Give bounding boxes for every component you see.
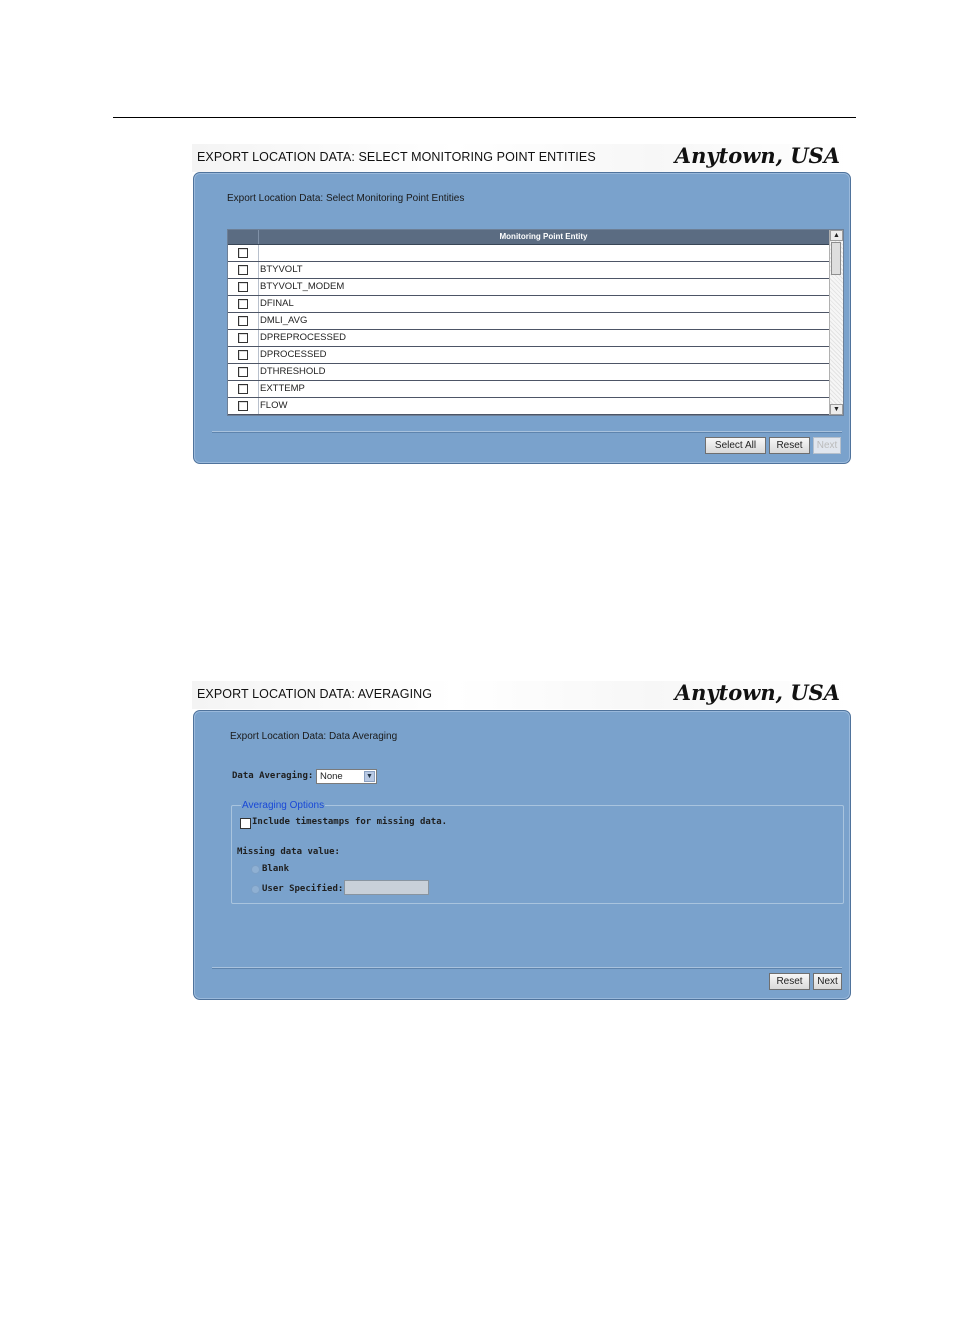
grid-header-check-column: [228, 230, 259, 244]
user-specified-radio[interactable]: [251, 885, 260, 894]
entity-name: DMLI_AVG: [260, 315, 308, 326]
table-row[interactable]: [228, 279, 829, 296]
entity-name: DPREPROCESSED: [260, 332, 347, 343]
panel-title: Export Location Data: Data Averaging: [230, 731, 398, 742]
cell-divider: [258, 381, 259, 397]
screen1-header: [192, 144, 850, 172]
reset-button[interactable]: Reset: [769, 973, 810, 990]
cell-divider: [258, 313, 259, 329]
button-bar-divider: [212, 967, 842, 969]
reset-button[interactable]: Reset: [769, 437, 810, 454]
cell-divider: [258, 262, 259, 278]
row-checkbox[interactable]: [238, 401, 248, 411]
user-specified-label: User Specified:: [262, 884, 344, 894]
row-checkbox[interactable]: [238, 282, 248, 292]
blank-radio[interactable]: [251, 865, 260, 874]
row-checkbox[interactable]: [238, 316, 248, 326]
screen1-header-title: EXPORT LOCATION DATA: SELECT MONITORING POINT ENTITIES: [197, 150, 596, 164]
select-all-button[interactable]: Select All: [705, 437, 766, 454]
grid-scrollbar[interactable]: [829, 230, 843, 415]
data-averaging-label: Data Averaging:: [232, 771, 314, 781]
entity-name: FLOW: [260, 400, 288, 411]
table-row[interactable]: [228, 364, 829, 381]
blank-radio-label: Blank: [262, 864, 290, 874]
grid-rows: [228, 245, 829, 415]
table-row[interactable]: [228, 398, 829, 415]
include-timestamps-label: Include timestamps for missing data.: [252, 817, 448, 827]
user-specified-input[interactable]: [344, 880, 429, 895]
entity-name: DFINAL: [260, 298, 294, 309]
screen2-header-title: EXPORT LOCATION DATA: AVERAGING: [197, 687, 433, 701]
entity-name: EXTTEMP: [260, 383, 305, 394]
row-checkbox[interactable]: [238, 384, 248, 394]
panel-title: Export Location Data: Select Monitoring Point Entities: [227, 193, 465, 204]
screen2-header: [192, 681, 850, 709]
entity-grid: [227, 229, 844, 416]
column-header-entity[interactable]: Monitoring Point Entity: [499, 232, 588, 241]
screen1-brand-logo: Anytown, USA: [674, 143, 840, 168]
table-row[interactable]: [228, 262, 829, 279]
select-entities-panel: [193, 172, 851, 464]
cell-divider: [258, 245, 259, 261]
screen2-brand-logo: Anytown, USA: [674, 680, 840, 705]
row-checkbox[interactable]: [238, 333, 248, 343]
table-row[interactable]: [228, 381, 829, 398]
cell-divider: [258, 364, 259, 380]
scroll-down-icon[interactable]: ▼: [830, 404, 843, 415]
table-row[interactable]: [228, 347, 829, 364]
scroll-thumb[interactable]: [831, 242, 841, 275]
table-row[interactable]: [228, 313, 829, 330]
table-row[interactable]: [228, 330, 829, 347]
cell-divider: [258, 279, 259, 295]
table-row[interactable]: [228, 245, 829, 262]
cell-divider: [258, 296, 259, 312]
entity-name: BTYVOLT_MODEM: [260, 281, 345, 292]
page-top-rule: [113, 117, 856, 118]
missing-data-label: Missing data value:: [237, 847, 340, 857]
button-bar-divider: [212, 431, 842, 433]
row-checkbox[interactable]: [238, 248, 248, 258]
data-averaging-select[interactable]: [316, 769, 377, 784]
entity-name: DTHRESHOLD: [260, 366, 326, 377]
cell-divider: [258, 330, 259, 346]
entity-name: DPROCESSED: [260, 349, 327, 360]
cell-divider: [258, 347, 259, 363]
next-button[interactable]: Next: [813, 437, 841, 454]
row-checkbox[interactable]: [238, 367, 248, 377]
cell-divider: [258, 398, 259, 414]
table-row[interactable]: [228, 296, 829, 313]
row-checkbox[interactable]: [238, 299, 248, 309]
scroll-up-icon[interactable]: ▲: [830, 230, 843, 241]
grid-header: [228, 230, 829, 245]
row-checkbox[interactable]: [238, 265, 248, 275]
entity-name: BTYVOLT: [260, 264, 303, 275]
next-button[interactable]: Next: [813, 973, 842, 990]
chevron-down-icon[interactable]: ▼: [364, 771, 375, 782]
select-value: None: [320, 771, 343, 782]
row-checkbox[interactable]: [238, 350, 248, 360]
include-timestamps-checkbox[interactable]: [240, 818, 251, 829]
averaging-panel: [193, 710, 851, 1000]
averaging-options-legend: Averaging Options: [242, 800, 325, 811]
